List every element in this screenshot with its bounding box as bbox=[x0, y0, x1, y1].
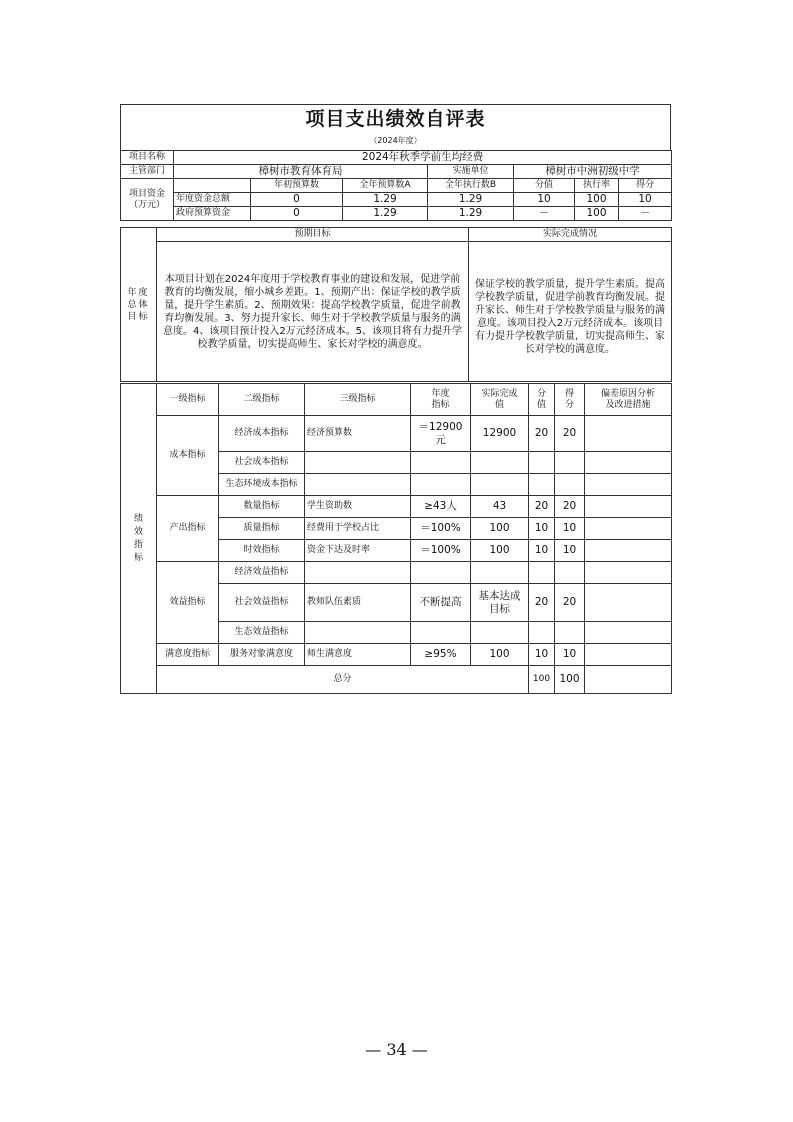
funds-header-value: 分值 bbox=[514, 179, 575, 193]
cell-l2: 生态环境成本指标 bbox=[219, 474, 305, 496]
funds-header-annual: 全年预算数A bbox=[343, 179, 428, 193]
cell-reason bbox=[585, 540, 672, 562]
cell-target: ＝100% bbox=[411, 518, 471, 540]
total-score: 100 bbox=[555, 666, 585, 694]
header-l2: 二级指标 bbox=[219, 384, 305, 416]
cell-reason bbox=[585, 584, 672, 622]
header-l3: 三级指标 bbox=[305, 384, 411, 416]
cell-score: 20 bbox=[555, 416, 585, 452]
goals-label: 年度总体目标 bbox=[121, 228, 157, 382]
dept-label: 主管部门 bbox=[121, 165, 174, 179]
cell-target: ≥43人 bbox=[411, 496, 471, 518]
cell-l3: 资金下达及时率 bbox=[305, 540, 411, 562]
cell-l2: 经济效益指标 bbox=[219, 562, 305, 584]
expected-header: 预期目标 bbox=[157, 228, 469, 242]
funds-row bbox=[121, 207, 672, 221]
table-row bbox=[121, 496, 672, 518]
header-score: 得分 bbox=[555, 384, 585, 416]
cell-actual: 100 bbox=[471, 540, 529, 562]
funds-row-name: 政府预算资金 bbox=[174, 207, 251, 221]
cell-l2: 数量指标 bbox=[219, 496, 305, 518]
page-number: — 34 — bbox=[365, 1040, 428, 1059]
expected-goal-text: 本项目计划在2024年度用于学校教育事业的建设和发展，促进学前教育的均衡发展，缩小城乡差距。1、预期产出：保证学校的教学质量，提升学生素质。2、预期效果：提高学校教学质量，促进学前教育均衡发展。3、努力提升家长、师生对于学校教学质量与服务的满意度。4、该项目预计投入2万元经济成本。5、该项目将有力提升学校教学质量，切实提高师生、家长对学校的满意度。 bbox=[157, 242, 469, 382]
performance-table bbox=[120, 383, 672, 694]
project-name-label: 项目名称 bbox=[121, 151, 174, 165]
cell-actual: 12900 bbox=[471, 416, 529, 452]
cell-l2: 质量指标 bbox=[219, 518, 305, 540]
funds-cell: 1.29 bbox=[343, 207, 428, 221]
header-value: 分值 bbox=[529, 384, 555, 416]
total-value: 100 bbox=[529, 666, 555, 694]
funds-cell: － bbox=[514, 207, 575, 221]
cell-l2: 服务对象满意度 bbox=[219, 644, 305, 666]
funds-label: 项目资金（万元） bbox=[121, 179, 174, 221]
funds-header-score: 得分 bbox=[619, 179, 672, 193]
funds-cell: 0 bbox=[251, 207, 343, 221]
cell-l3: 经费用于学校占比 bbox=[305, 518, 411, 540]
cell-target: ＝12900元 bbox=[411, 416, 471, 452]
cell-l2: 社会效益指标 bbox=[219, 584, 305, 622]
dept-value: 樟树市教育体育局 bbox=[174, 165, 428, 179]
funds-cell: 10 bbox=[619, 193, 672, 207]
funds-cell: － bbox=[619, 207, 672, 221]
benefit-l1: 效益指标 bbox=[157, 562, 219, 644]
table-row bbox=[121, 562, 672, 584]
cell-l3: 师生满意度 bbox=[305, 644, 411, 666]
cell-score: 20 bbox=[555, 496, 585, 518]
funds-cell: 0 bbox=[251, 193, 343, 207]
funds-cell: 100 bbox=[575, 193, 619, 207]
cell-reason bbox=[585, 496, 672, 518]
cell-target: ≥95% bbox=[411, 644, 471, 666]
cost-l1: 成本指标 bbox=[157, 416, 219, 496]
cell-l2: 社会成本指标 bbox=[219, 452, 305, 474]
funds-row bbox=[121, 193, 672, 207]
cell-l2: 生态效益指标 bbox=[219, 622, 305, 644]
funds-header-initial: 年初预算数 bbox=[251, 179, 343, 193]
goals-table bbox=[120, 227, 672, 382]
output-l1: 产出指标 bbox=[157, 496, 219, 562]
actual-header: 实际完成情况 bbox=[469, 228, 672, 242]
cell-score: 10 bbox=[555, 644, 585, 666]
funds-row-name: 年度资金总额 bbox=[174, 193, 251, 207]
cell-value: 10 bbox=[529, 540, 555, 562]
cell-value: 20 bbox=[529, 496, 555, 518]
header-l1: 一级指标 bbox=[157, 384, 219, 416]
cell-reason bbox=[585, 644, 672, 666]
cell-value: 10 bbox=[529, 518, 555, 540]
cell-target: 不断提高 bbox=[411, 584, 471, 622]
perf-label: 绩效指标 bbox=[121, 384, 157, 694]
actual-goal-text: 保证学校的教学质量，提升学生素质。提高学校教学质量，促进学前教育均衡发展。提升家长、师生对于学校教学质量与服务的满意度。该项目投入2万元经济成本。该项目有力提升学校教学质量，切实提高师生、家长对学校的满意度。 bbox=[469, 242, 672, 382]
funds-cell: 100 bbox=[575, 207, 619, 221]
project-name-value: 2024年秋季学前生均经费 bbox=[174, 151, 672, 165]
funds-cell: 1.29 bbox=[428, 193, 514, 207]
cell-reason bbox=[585, 416, 672, 452]
cell-score: 10 bbox=[555, 518, 585, 540]
cell-actual: 100 bbox=[471, 518, 529, 540]
cell-actual: 43 bbox=[471, 496, 529, 518]
funds-cell: 1.29 bbox=[428, 207, 514, 221]
impl-value: 樟树市中洲初级中学 bbox=[514, 165, 672, 179]
cell-actual: 100 bbox=[471, 644, 529, 666]
table-row bbox=[121, 644, 672, 666]
cell-score: 20 bbox=[555, 584, 585, 622]
cell-target: ＝100% bbox=[411, 540, 471, 562]
satisfaction-l1: 满意度指标 bbox=[157, 644, 219, 666]
total-row bbox=[121, 666, 672, 694]
cell-l3: 教师队伍素质 bbox=[305, 584, 411, 622]
cell-actual: 基本达成目标 bbox=[471, 584, 529, 622]
cell-value: 20 bbox=[529, 584, 555, 622]
impl-label: 实施单位 bbox=[428, 165, 514, 179]
cell-reason bbox=[585, 518, 672, 540]
funds-cell: 10 bbox=[514, 193, 575, 207]
total-label: 总分 bbox=[157, 666, 529, 694]
info-table bbox=[120, 150, 672, 221]
cell-l3: 经济预算数 bbox=[305, 416, 411, 452]
cell-score: 10 bbox=[555, 540, 585, 562]
cell-l3: 学生资助数 bbox=[305, 496, 411, 518]
header-actual: 实际完成值 bbox=[471, 384, 529, 416]
year-label: （2024年度） bbox=[120, 132, 671, 150]
funds-header-executed: 全年执行数B bbox=[428, 179, 514, 193]
table-row bbox=[121, 416, 672, 452]
cell-l2: 时效指标 bbox=[219, 540, 305, 562]
funds-cell: 1.29 bbox=[343, 193, 428, 207]
funds-header-rate: 执行率 bbox=[575, 179, 619, 193]
page-title: 项目支出绩效自评表 bbox=[120, 104, 671, 132]
header-reason: 偏差原因分析及改进措施 bbox=[585, 384, 672, 416]
cell-value: 10 bbox=[529, 644, 555, 666]
cell-l2: 经济成本指标 bbox=[219, 416, 305, 452]
header-target: 年度指标 bbox=[411, 384, 471, 416]
cell-value: 20 bbox=[529, 416, 555, 452]
